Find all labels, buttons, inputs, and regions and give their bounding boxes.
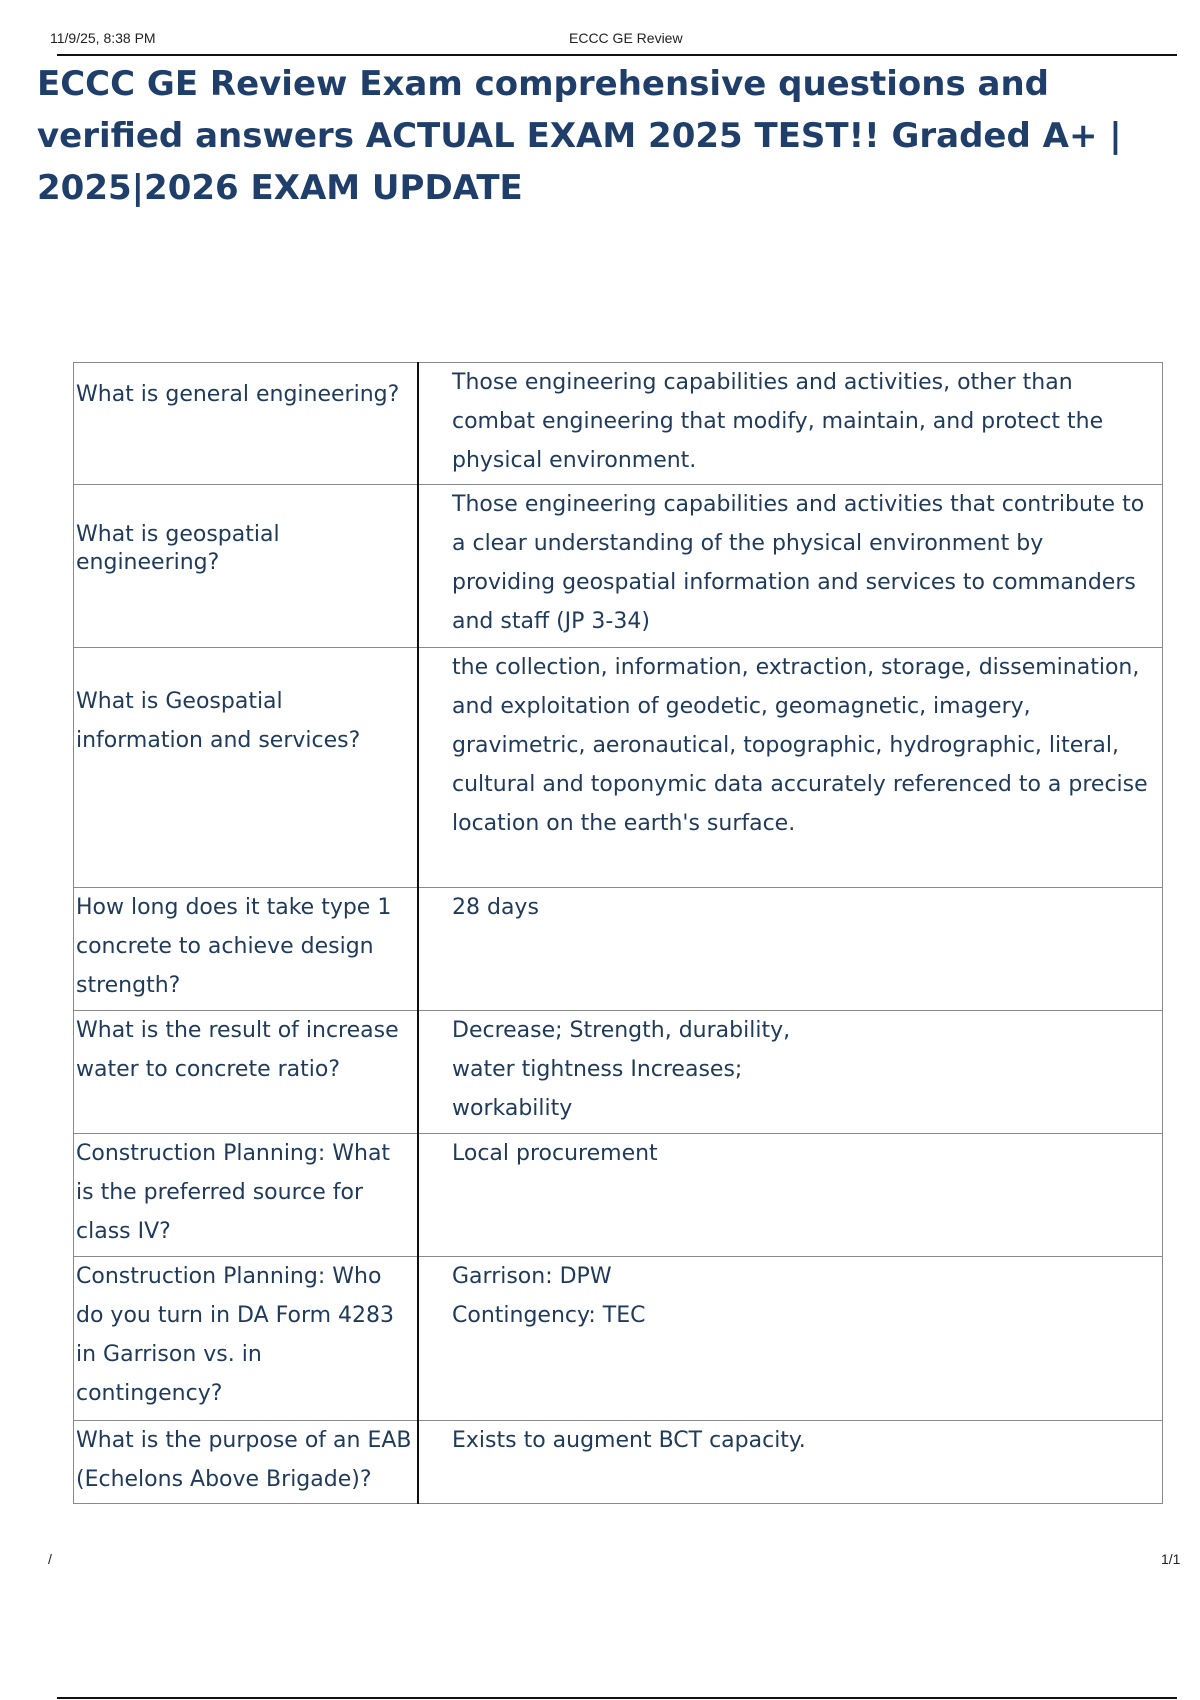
bottom-divider	[57, 1697, 1177, 1699]
answer-cell	[418, 1257, 1163, 1421]
question-cell: What is general engineering?	[74, 363, 419, 485]
answer-line: Garrison: DPW	[452, 1264, 612, 1289]
question-cell: Construction Planning: What is the preferred source for class IV?	[74, 1134, 419, 1257]
page-title: ECCC GE Review Exam comprehensive questions and verified answers ACTUAL EXAM 2025 TEST!! Graded A+ | 2025|2026 EXAM UPDATE	[37, 64, 1122, 208]
question-cell: What is the purpose of an EAB (Echelons Above Brigade)?	[74, 1421, 419, 1504]
question-cell: How long does it take type 1 concrete to achieve design strength?	[74, 888, 419, 1011]
table-row	[74, 888, 1163, 1011]
answer-cell: 28 days	[418, 888, 1163, 1011]
table-row	[74, 648, 1163, 888]
table-row	[74, 363, 1163, 485]
table-row	[74, 1134, 1163, 1257]
table-row	[74, 1011, 1163, 1134]
question-cell: What is the result of increase water to concrete ratio?	[74, 1011, 419, 1134]
answer-cell	[418, 1011, 1163, 1134]
answer-line: Contingency: TEC	[452, 1303, 646, 1328]
print-doc-title: ECCC GE Review	[569, 30, 683, 46]
answer-cell: Those engineering capabilities and activities that contribute to a clear understanding of the physical environment by providing geospatial information and services to commanders and staff (JP 3-34)	[418, 485, 1163, 648]
answer-cell: Those engineering capabilities and activities, other than combat engineering that modify, maintain, and protect the physical environment.	[418, 363, 1163, 485]
answer-cell: Local procurement	[418, 1134, 1163, 1257]
table-row	[74, 1257, 1163, 1421]
print-page-number: 1/1	[1161, 1551, 1181, 1567]
question-cell: Construction Planning: Who do you turn in DA Form 4283 in Garrison vs. in contingency?	[74, 1257, 419, 1421]
answer-cell: Exists to augment BCT capacity.	[418, 1421, 1163, 1504]
question-cell: What is geospatial engineering?	[74, 485, 419, 648]
print-datetime: 11/9/25, 8:38 PM	[50, 30, 156, 46]
top-divider	[57, 54, 1177, 56]
answer-line: water tightness Increases;	[452, 1057, 743, 1082]
table-row	[74, 1421, 1163, 1504]
question-cell: What is Geospatial information and services?	[74, 648, 419, 888]
answer-line: Decrease; Strength, durability,	[452, 1018, 791, 1043]
answer-line: workability	[452, 1096, 573, 1121]
table-row	[74, 485, 1163, 648]
answer-cell: the collection, information, extraction, storage, dissemination, and exploitation of geodetic, geomagnetic, imagery, gravimetric, aeronautical, topographic, hydrographic, literal, cultural and toponymic data accurately referenced to a precise location on the earth's surface.	[418, 648, 1163, 888]
qa-table	[73, 362, 1163, 1504]
print-header	[0, 0, 1200, 50]
print-footer-left: /	[48, 1551, 52, 1567]
